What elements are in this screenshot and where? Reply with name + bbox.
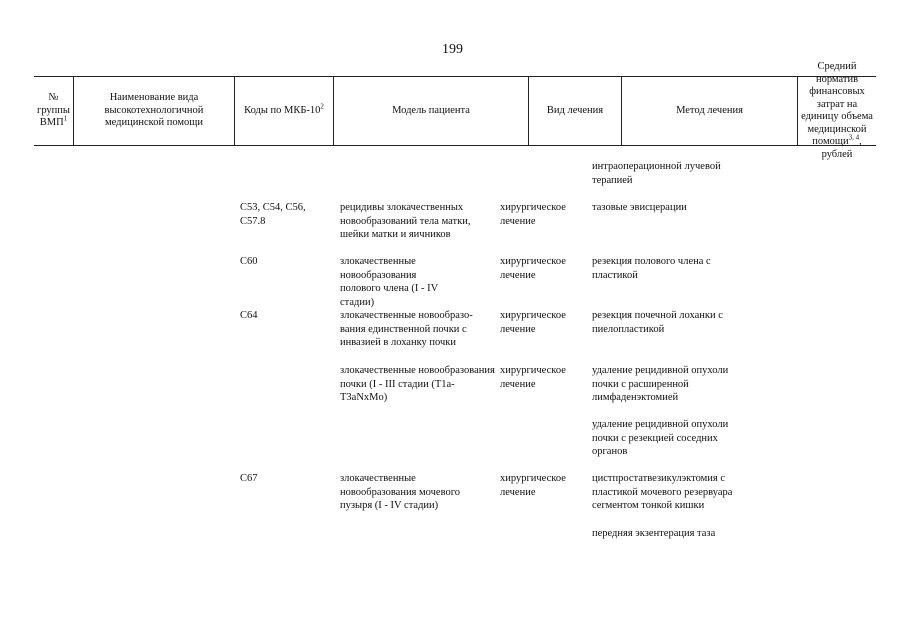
table-header	[34, 61, 876, 160]
table-cell-method: цистпростатвезикулэктомия с пластикой мочевого резервуара сегментом тонкой кишки	[592, 473, 733, 511]
header-cost-norm: Средний норматив финансовых затрат на единицу объема медицинской помощи$^{3, 4}$, рублей	[801, 61, 873, 160]
table-cell-model: злокачественные новообразования почки (I - III стадии (T1a-T3aNxMo)	[340, 365, 495, 403]
table-cell-method: тазовые эвисцерации	[592, 202, 687, 213]
table-cell-model: злокачественные новообразования полового члена (I - IV стадии)	[340, 256, 438, 308]
table-cell-method: удаление рецидивной опухоли почки с расширенной лимфаденэктомией	[592, 365, 729, 403]
header-vmp-name: Наименование вида высокотехнологичной медицинской помощи	[74, 77, 235, 145]
table-cell-code: C53, C54, C56, C57.8	[240, 202, 306, 227]
table-cell-type: хирургическое лечение	[500, 473, 566, 498]
table-cell-type: хирургическое лечение	[500, 365, 566, 390]
table-cell-model: злокачественные новообразо-вания единственной почки с инвазией в лоханку почки	[340, 310, 473, 348]
table-cell-type: хирургическое лечение	[500, 256, 566, 281]
table-cell-model: рецидивы злокачественных новообразований тела матки, шейки матки и яичников	[340, 202, 471, 240]
header-icd-codes: Коды по МКБ-$10^2$	[235, 77, 334, 145]
table-cell-code: C60	[240, 256, 258, 267]
table-cell-method: удаление рецидивной опухоли почки с резекцией соседних органов	[592, 419, 729, 457]
table-cell-method: резекция почечной лоханки с пиелопластикой	[592, 310, 723, 335]
table-cell-code: C67	[240, 473, 258, 484]
table-cell-type: хирургическое лечение	[500, 310, 566, 335]
header-treatment-method: Метод лечения	[622, 77, 798, 145]
table-cell-method: резекция полового члена с пластикой	[592, 256, 711, 281]
table-cell-method: интраоперационной лучевой терапией	[592, 161, 721, 186]
table-cell-type: хирургическое лечение	[500, 202, 566, 227]
table-cell-method: передняя экзентерация таза	[592, 528, 716, 539]
table-cell-model: злокачественные новообразования мочевого пузыря (I - IV стадии)	[340, 473, 461, 511]
header-group-number: № группы ВМП$^1$	[34, 77, 74, 145]
page-number: 199	[442, 42, 463, 57]
table-cell-code: C64	[240, 310, 258, 321]
header-treatment-type: Вид лечения	[529, 77, 622, 145]
header-patient-model: Модель пациента	[334, 77, 529, 145]
